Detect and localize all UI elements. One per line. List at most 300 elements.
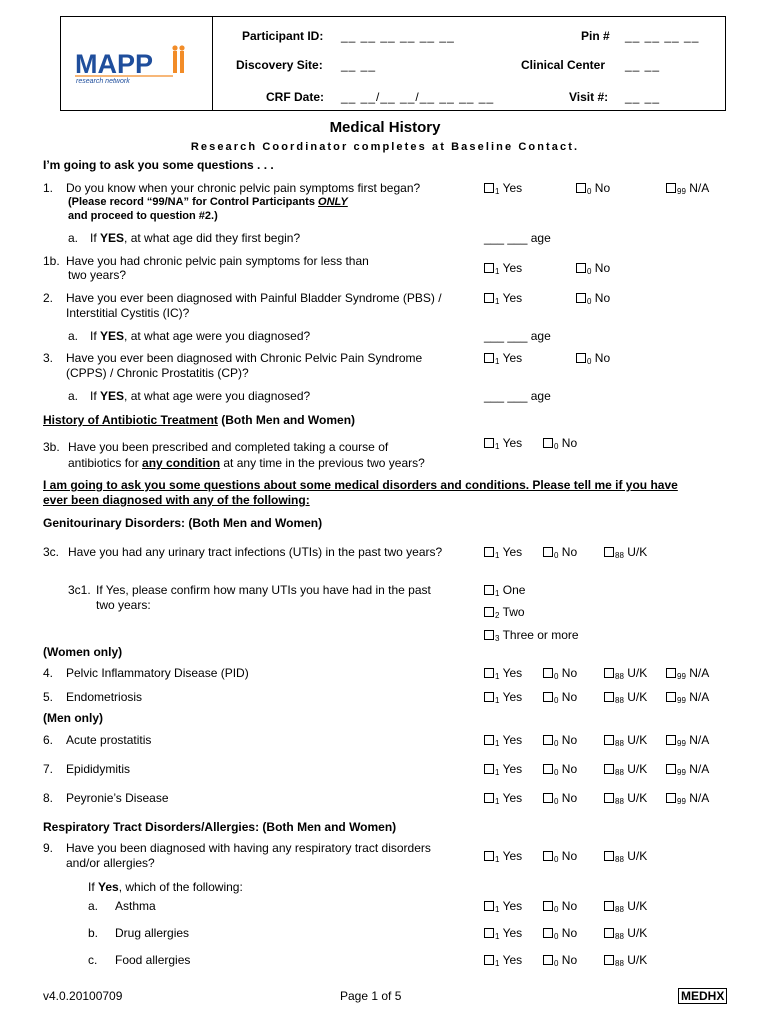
code: 88	[615, 855, 624, 864]
code: 0	[587, 187, 592, 196]
q5-option-uk[interactable]	[604, 690, 647, 705]
q6-option-no[interactable]	[543, 733, 577, 748]
form-title: Medical History	[329, 119, 441, 136]
pin-label: Pin #	[581, 29, 610, 43]
q9c-text: Food allergies	[115, 953, 191, 967]
q5-number: 5.	[43, 690, 54, 704]
footer-page: Page 1 of 5	[340, 989, 402, 1003]
q4-option-uk[interactable]	[604, 666, 647, 681]
q8-option-uk[interactable]	[604, 791, 647, 806]
q3-option-no[interactable]	[576, 351, 610, 366]
label: U/K	[627, 690, 648, 704]
checkbox[interactable]	[543, 438, 553, 448]
q3b-option-yes[interactable]	[484, 436, 522, 451]
label: Yes	[502, 181, 523, 195]
q3-line2: (CPPS) / Chronic Prostatitis (CP)?	[66, 366, 249, 380]
q9b-option-no[interactable]	[543, 926, 577, 941]
checkbox[interactable]	[484, 764, 494, 774]
label: Yes	[502, 953, 523, 967]
code: 88	[615, 797, 624, 806]
q1-note-line2: and proceed to question #2.)	[68, 210, 218, 222]
code: 1	[495, 739, 500, 748]
q3c-option-yes[interactable]	[484, 545, 522, 560]
label: U/K	[627, 666, 648, 680]
pin-field[interactable]: __ __ __ __	[625, 29, 700, 43]
q1b-option-no[interactable]	[576, 261, 610, 276]
code: 88	[615, 739, 624, 748]
code: 88	[615, 768, 624, 777]
code: 99	[677, 696, 686, 705]
q6-option-na[interactable]	[666, 733, 709, 748]
label: Yes	[502, 351, 523, 365]
q5-option-yes[interactable]	[484, 690, 522, 705]
q1a-prefix: a.	[68, 231, 79, 245]
checkbox[interactable]	[484, 353, 494, 363]
label: N/A	[689, 791, 710, 805]
code: 1	[495, 696, 500, 705]
q7-option-na[interactable]	[666, 762, 709, 777]
q3-option-yes[interactable]	[484, 351, 522, 366]
checkbox[interactable]	[604, 764, 614, 774]
q8-option-na[interactable]	[666, 791, 709, 806]
q1a-text	[90, 231, 300, 245]
code: 0	[554, 932, 559, 941]
if: If	[90, 389, 101, 403]
checkbox[interactable]	[543, 793, 553, 803]
checkbox[interactable]	[604, 901, 614, 911]
checkbox[interactable]	[604, 793, 614, 803]
unit: age	[530, 329, 551, 343]
label: U/K	[627, 545, 648, 559]
code: 1	[495, 589, 500, 598]
form-header	[60, 16, 726, 111]
label: No	[561, 849, 578, 863]
label: No	[561, 690, 578, 704]
checkbox[interactable]	[666, 183, 676, 193]
checkbox[interactable]	[484, 793, 494, 803]
if: If	[88, 880, 99, 894]
code: 88	[615, 551, 624, 560]
header-divider	[212, 17, 213, 110]
yes: Yes	[98, 880, 119, 894]
q8-option-yes[interactable]	[484, 791, 522, 806]
code: 0	[554, 739, 559, 748]
blank[interactable]: ___ ___	[484, 329, 528, 343]
code: 1	[495, 357, 500, 366]
code: 1	[495, 959, 500, 968]
heading-suffix: (Both Men and Women)	[221, 413, 356, 427]
q7-option-no[interactable]	[543, 762, 577, 777]
label: Yes	[502, 899, 523, 913]
antibiotic-heading	[43, 413, 355, 427]
label: U/K	[627, 899, 648, 913]
checkbox[interactable]	[484, 851, 494, 861]
label: No	[561, 666, 578, 680]
q7-number: 7.	[43, 762, 54, 776]
any-condition: any condition	[142, 456, 221, 470]
code: 0	[554, 959, 559, 968]
q9-line2: and/or allergies?	[66, 856, 155, 870]
q3b-option-no[interactable]	[543, 436, 577, 451]
q1-option-na[interactable]	[666, 181, 709, 196]
resp-heading: Respiratory Tract Disorders/Allergies: (Both Men and Women)	[43, 820, 397, 834]
women-only-heading: (Women only)	[43, 645, 123, 659]
label: N/A	[689, 690, 710, 704]
label: No	[561, 436, 578, 450]
code: 0	[554, 905, 559, 914]
code: 0	[554, 797, 559, 806]
code: 99	[677, 768, 686, 777]
code: 0	[554, 551, 559, 560]
label: Yes	[502, 666, 523, 680]
unit: age	[530, 231, 551, 245]
checkbox[interactable]	[484, 630, 494, 640]
checkbox[interactable]	[543, 668, 553, 678]
code: 1	[495, 905, 500, 914]
label: Yes	[502, 849, 523, 863]
q1-option-no[interactable]	[576, 181, 610, 196]
footer-form-code: MEDHX	[678, 988, 727, 1004]
checkbox[interactable]	[543, 735, 553, 745]
logo-subtext: research network	[76, 78, 130, 85]
q4-options[interactable]	[484, 666, 522, 681]
q7-option-yes[interactable]	[484, 762, 522, 777]
code: 1	[495, 442, 500, 451]
unit: age	[530, 389, 551, 403]
checkbox[interactable]	[484, 293, 494, 303]
checkbox[interactable]	[543, 547, 553, 557]
q1b-number: 1b.	[43, 254, 60, 268]
label: Yes	[502, 926, 523, 940]
checkbox[interactable]	[576, 263, 586, 273]
code: 99	[677, 739, 686, 748]
disorders-intro-line2: ever been diagnosed with any of the following:	[43, 493, 310, 507]
label: Two	[502, 605, 525, 619]
if: If	[90, 231, 101, 245]
q3c-option-uk[interactable]	[604, 545, 647, 560]
q1-text: Do you know when your chronic pelvic pain symptoms first began?	[66, 181, 421, 195]
checkbox[interactable]	[484, 735, 494, 745]
q9b-option-yes[interactable]	[484, 926, 522, 941]
svg-text:MAPP: MAPP	[75, 49, 154, 79]
mapp-logo	[73, 45, 203, 85]
q9-number: 9.	[43, 841, 54, 855]
code: 1	[495, 797, 500, 806]
code: 3	[495, 634, 500, 643]
q3-number: 3.	[43, 351, 54, 365]
blank[interactable]: ___ ___	[484, 231, 528, 245]
checkbox[interactable]	[543, 901, 553, 911]
q9c-option-yes[interactable]	[484, 953, 522, 968]
code: 0	[587, 267, 592, 276]
checkbox[interactable]	[484, 438, 494, 448]
label: N/A	[689, 733, 710, 747]
q9a-prefix: a.	[88, 899, 99, 913]
code: 1	[495, 932, 500, 941]
q3c1-option-two[interactable]	[484, 605, 525, 620]
footer-version: v4.0.20100709	[43, 989, 123, 1003]
code: 99	[677, 187, 686, 196]
label: N/A	[689, 666, 710, 680]
label: No	[594, 351, 611, 365]
q2a-text	[90, 329, 310, 343]
q8-number: 8.	[43, 791, 54, 805]
q1b-option-yes[interactable]	[484, 261, 522, 276]
visit-field[interactable]: __ __	[625, 90, 661, 104]
checkbox[interactable]	[576, 353, 586, 363]
checkbox[interactable]	[484, 901, 494, 911]
label: No	[561, 733, 578, 747]
q3c1-option-one[interactable]	[484, 583, 525, 598]
label: Yes	[502, 261, 523, 275]
checkbox[interactable]	[484, 607, 494, 617]
discovery-site-field[interactable]: __ __	[341, 58, 377, 72]
label: Yes	[502, 791, 523, 805]
clinical-center-field[interactable]: __ __	[625, 58, 661, 72]
q5-option-no[interactable]	[543, 690, 577, 705]
rest: , which of the following:	[118, 880, 243, 894]
label: Yes	[502, 690, 523, 704]
q1-option-yes[interactable]	[484, 181, 522, 196]
a: antibiotics for	[68, 456, 143, 470]
code: 0	[554, 442, 559, 451]
yes: YES	[100, 389, 125, 403]
q1b-line1: Have you had chronic pelvic pain symptoms for less than	[66, 254, 369, 268]
visit-label: Visit #:	[569, 90, 609, 104]
q3-line1: Have you ever been diagnosed with Chronic Pelvic Pain Syndrome	[66, 351, 423, 365]
label: Yes	[502, 545, 523, 559]
checkbox[interactable]	[666, 735, 676, 745]
checkbox[interactable]	[543, 928, 553, 938]
checkbox[interactable]	[666, 668, 676, 678]
label: No	[561, 791, 578, 805]
q9b-prefix: b.	[88, 926, 99, 940]
code: 1	[495, 267, 500, 276]
blank[interactable]: ___ ___	[484, 389, 528, 403]
q9b-option-uk[interactable]	[604, 926, 647, 941]
label: N/A	[689, 181, 710, 195]
q4-number: 4.	[43, 666, 54, 680]
code: 0	[554, 768, 559, 777]
q1b-line2: two years?	[68, 268, 127, 282]
q9a-option-uk[interactable]	[604, 899, 647, 914]
q3c1-line2: two years:	[96, 598, 151, 612]
rest: , at what age were you diagnosed?	[124, 389, 311, 403]
q3c1-option-three[interactable]	[484, 628, 579, 643]
q9-option-yes[interactable]	[484, 849, 522, 864]
crf-date-field[interactable]: __ __/__ __/__ __ __ __	[341, 90, 495, 104]
code: 88	[615, 672, 624, 681]
label: U/K	[627, 791, 648, 805]
q6-text: Acute prostatitis	[66, 733, 152, 747]
q9-followup	[88, 880, 243, 894]
checkbox[interactable]	[576, 293, 586, 303]
q9c-prefix: c.	[88, 953, 98, 967]
label: Three or more	[502, 628, 579, 642]
q8-option-no[interactable]	[543, 791, 577, 806]
code: 1	[495, 672, 500, 681]
code: 88	[615, 905, 624, 914]
q6-option-uk[interactable]	[604, 733, 647, 748]
q2-line1: Have you ever been diagnosed with Painful Bladder Syndrome (PBS) /	[66, 291, 442, 305]
code: 0	[554, 855, 559, 864]
q3c1-line1: If Yes, please confirm how many UTIs you have had in the past	[96, 583, 431, 597]
q2-number: 2.	[43, 291, 54, 305]
q2a-prefix: a.	[68, 329, 79, 343]
label: N/A	[689, 762, 710, 776]
label: Yes	[502, 291, 523, 305]
q9c-option-uk[interactable]	[604, 953, 647, 968]
label: U/K	[627, 762, 648, 776]
label: U/K	[627, 733, 648, 747]
label: U/K	[627, 926, 648, 940]
q3c-option-no[interactable]	[543, 545, 577, 560]
checkbox[interactable]	[543, 851, 553, 861]
clinical-center-label: Clinical Center	[521, 58, 606, 72]
yes: YES	[100, 329, 125, 343]
q1-note-text: (Please record “99/NA” for Control Participants	[68, 196, 319, 208]
q9c-option-no[interactable]	[543, 953, 577, 968]
b: at any time in the previous two years?	[220, 456, 425, 470]
code: 88	[615, 959, 624, 968]
participant-id-field[interactable]: __ __ __ __ __ __	[341, 29, 455, 43]
label: Yes	[502, 436, 523, 450]
q4-option-na[interactable]	[666, 666, 709, 681]
label: U/K	[627, 849, 648, 863]
participant-id-label: Participant ID:	[242, 29, 324, 43]
code: 0	[587, 357, 592, 366]
code: 0	[554, 672, 559, 681]
label: No	[561, 953, 578, 967]
checkbox[interactable]	[484, 955, 494, 965]
code: 88	[615, 696, 624, 705]
q9-option-no[interactable]	[543, 849, 577, 864]
yes-checkbox[interactable]	[484, 668, 494, 678]
q1-note	[68, 196, 348, 208]
men-only-heading: (Men only)	[43, 711, 103, 725]
q4-option-no[interactable]	[543, 666, 577, 681]
checkbox[interactable]	[543, 764, 553, 774]
code: 0	[554, 696, 559, 705]
checkbox[interactable]	[666, 692, 676, 702]
if: If	[90, 329, 101, 343]
q3c1-number: 3c1.	[68, 583, 91, 597]
q6-option-yes[interactable]	[484, 733, 522, 748]
label: Yes	[502, 762, 523, 776]
crf-date-label: CRF Date:	[266, 90, 325, 104]
label: One	[502, 583, 526, 597]
code: 99	[677, 797, 686, 806]
q9-line1: Have you been diagnosed with having any respiratory tract disorders	[66, 841, 431, 855]
code: 0	[587, 297, 592, 306]
code: 88	[615, 932, 624, 941]
q4-text: Pelvic Inflammatory Disease (PID)	[66, 666, 249, 680]
checkbox[interactable]	[484, 692, 494, 702]
checkbox[interactable]	[484, 547, 494, 557]
checkbox[interactable]	[604, 928, 614, 938]
checkbox[interactable]	[604, 668, 614, 678]
q9b-text: Drug allergies	[115, 926, 190, 940]
code: 1	[495, 768, 500, 777]
checkbox[interactable]	[604, 735, 614, 745]
checkbox[interactable]	[666, 764, 676, 774]
checkbox[interactable]	[604, 692, 614, 702]
code: 2	[495, 611, 500, 620]
q3a-prefix: a.	[68, 389, 79, 403]
checkbox[interactable]	[484, 263, 494, 273]
checkbox[interactable]	[604, 955, 614, 965]
q2a-age-field[interactable]	[484, 329, 551, 343]
label: No	[594, 261, 611, 275]
checkbox[interactable]	[484, 585, 494, 595]
q3c-text: Have you had any urinary tract infections (UTIs) in the past two years?	[68, 545, 443, 559]
checkbox[interactable]	[543, 692, 553, 702]
label: No	[561, 926, 578, 940]
code: 1	[495, 855, 500, 864]
label: No	[561, 762, 578, 776]
checkbox[interactable]	[604, 851, 614, 861]
q3a-age-field[interactable]	[484, 389, 551, 403]
q7-option-uk[interactable]	[604, 762, 647, 777]
checkbox[interactable]	[543, 955, 553, 965]
label: No	[561, 899, 578, 913]
q3c-number: 3c.	[43, 545, 60, 559]
q9a-text: Asthma	[115, 899, 156, 913]
q3b-number: 3b.	[43, 440, 60, 454]
q1-note-only: ONLY	[318, 196, 348, 208]
q2-option-no[interactable]	[576, 291, 610, 306]
q9a-option-no[interactable]	[543, 899, 577, 914]
label: U/K	[627, 953, 648, 967]
q5-option-na[interactable]	[666, 690, 709, 705]
q3b-line2	[68, 456, 425, 470]
intro-text: I’m going to ask you some questions . . .	[43, 158, 274, 172]
checkbox[interactable]	[484, 928, 494, 938]
q8-text: Peyronie’s Disease	[66, 791, 169, 805]
code: 1	[495, 187, 500, 196]
checkbox[interactable]	[666, 793, 676, 803]
q2-line2: Interstitial Cystitis (IC)?	[66, 306, 190, 320]
label: No	[594, 291, 611, 305]
code: 1	[495, 551, 500, 560]
q9a-option-yes[interactable]	[484, 899, 522, 914]
q7-text: Epididymitis	[66, 762, 131, 776]
heading-text: History of Antibiotic Treatment	[43, 413, 218, 427]
q9-option-uk[interactable]	[604, 849, 647, 864]
discovery-site-label: Discovery Site:	[236, 58, 323, 72]
q2-option-yes[interactable]	[484, 291, 522, 306]
q3a-text	[90, 389, 310, 403]
checkbox[interactable]	[604, 547, 614, 557]
q6-number: 6.	[43, 733, 54, 747]
form-subtitle: Research Coordinator completes at Baseline Contact.	[190, 141, 580, 153]
q1a-age-field[interactable]	[484, 231, 551, 245]
rest: , at what age were you diagnosed?	[124, 329, 311, 343]
code: 99	[677, 672, 686, 681]
label: No	[594, 181, 611, 195]
q3b-line1: Have you been prescribed and completed taking a course of	[68, 440, 389, 454]
disorders-intro-line1: I am going to ask you some questions about some medical disorders and conditions. Please tell me if you have	[43, 478, 678, 492]
rest: , at what age did they first begin?	[124, 231, 301, 245]
label: No	[561, 545, 578, 559]
yes: YES	[100, 231, 125, 245]
q5-text: Endometriosis	[66, 690, 143, 704]
checkbox[interactable]	[576, 183, 586, 193]
gu-heading: Genitourinary Disorders: (Both Men and Women)	[43, 516, 323, 530]
label: Yes	[502, 733, 523, 747]
checkbox[interactable]	[484, 183, 494, 193]
code: 1	[495, 297, 500, 306]
